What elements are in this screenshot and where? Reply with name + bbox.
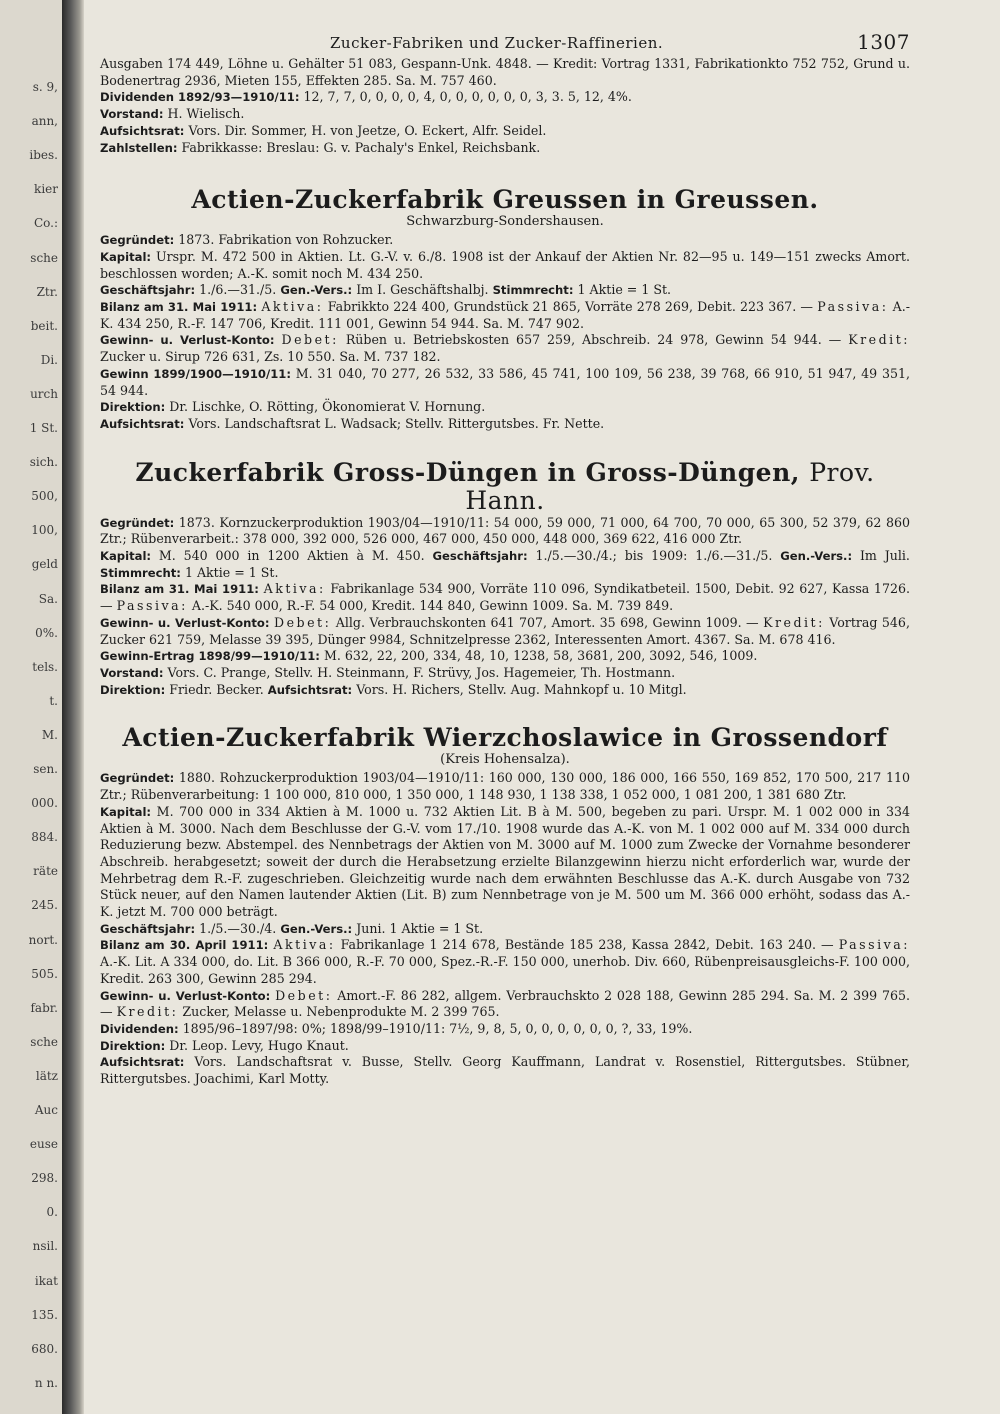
facing-page-fragment: 245.	[31, 898, 58, 912]
gross-duengen-bilanz: Bilanz am 31. Mai 1911: Aktiva: Fabrikanlage 534 900, Vorräte 110 096, Syndikatbeteil. 1500, Debit. 92 627, Kassa 1726. — Passiva: A.-K. 540 000, R.-F. 54 000, Kredit. 144 840, Gewinn 1009. Sa. M. 739 849.	[100, 581, 910, 614]
facing-page-fragment: ibes.	[29, 148, 58, 162]
book-page	[100, 30, 910, 1390]
facing-page-fragment: Di.	[40, 353, 58, 367]
facing-page-fragment: sich.	[29, 455, 58, 469]
gross-duengen-vorstand: Vorstand: Vors. C. Prange, Stellv. H. Steinmann, F. Strüvy, Jos. Hagemeier, Th. Hostmann.	[100, 664, 676, 680]
facing-page-fragment: 100,	[31, 523, 58, 537]
wierzchoslawice-direktion: Direktion: Dr. Leop. Levy, Hugo Knaut.	[100, 1037, 349, 1053]
facing-page-fragment: 500,	[31, 489, 58, 503]
wierzchoslawice-kapital: Kapital: M. 700 000 in 334 Aktien à M. 1000 u. 732 Aktien Lit. B à M. 500, begeben zu pari. Urspr. M. 1 002 000 in 334 Aktien à M. 3000. Nach dem Beschlusse der G.-V. vom 17./10. 1908 wurde das A.-K. von M. 1 002 000 auf M. 334 000 durch Reduzierung bezw. Abstempel. des Nennbetrags der Aktien von M. 3000 auf M. 1000 zum Zwecke der Vornahme besonderer Abschreib. herabgesetzt; soweit der durch die Herabsetzung erzielte Bilanzgewinn hierzu nicht erforderlich war, wurde der Mehrbetrag dem R.-F. zugeschrieben. Gleichzeitig wurde nach dem erwähnten Beschlusse das A.-K. durch Ausgabe von 732 Stück neuer, auf den Namen lautender Aktien (Lit. B) zum Nennbetrage von je M. 500 um M. 366 000 erhöht, sodass das A.-K. jetzt M. 700 000 beträgt.	[100, 803, 910, 920]
facing-page-fragment: s. 9,	[32, 80, 58, 94]
wierzchoslawice-guv: Gewinn- u. Verlust-Konto: Debet: Amort.-F. 86 282, allgem. Verbrauchskto 2 028 188, Gewinn 285 294. Sa. M. 2 399 765. — Kredit: Zucker, Melasse u. Nebenprodukte M. 2 399 765.	[100, 987, 910, 1020]
facing-page-fragment: 0%.	[35, 626, 58, 640]
facing-page-fragment: 0.	[46, 1205, 58, 1219]
gross-duengen-guv: Gewinn- u. Verlust-Konto: Debet: Allg. Verbrauchskonten 641 707, Amort. 35 698, Gewinn 1009. — Kredit: Vortrag 546, Zucker 621 759, Melasse 39 395, Dünger 9984, Schnitzelpresse 2362, Interessenten Amort. 4367. Sa. M. 678 416.	[100, 614, 910, 647]
running-head-title: Zucker-Fabriken und Zucker-Raffinerien.	[330, 34, 664, 52]
facing-page-fragment: sche	[30, 1035, 58, 1049]
entry-subtitle-wierzchoslawice: (Kreis Hohensalza).	[440, 752, 570, 768]
facing-page-fragment: räte	[33, 864, 58, 878]
gross-duengen-direktion: Direktion: Friedr. Becker. Aufsichtsrat: Vors. H. Richers, Stellv. Aug. Mahnkopf u. 10 Mitgl.	[100, 681, 687, 697]
facing-page-fragment: 884.	[31, 830, 58, 844]
facing-page-fragment: 000.	[31, 796, 58, 810]
gross-duengen-gegruendet: Gegründet: 1873. Kornzuckerproduktion 1903/04—1910/11: 54 000, 59 000, 71 000, 64 700, 70 000, 65 300, 52 379, 62 860 Ztr.; Rübenverarbeit.: 378 000, 392 000, 526 000, 467 000, 450 000, 448 000, 369 622, 416 000 Ztr.	[100, 514, 910, 547]
greussen-gewinn: Gewinn 1899/1900—1910/11: M. 31 040, 70 277, 26 532, 33 586, 45 741, 100 109, 56 238, 39 768, 66 910, 51 947, 49 351, 54 944.	[100, 365, 910, 398]
preceding-dividends: Dividenden 1892/93—1910/11: 12, 7, 7, 0, 0, 0, 0, 4, 0, 0, 0, 0, 0, 0, 3, 3. 5, 12, 4%.	[100, 89, 632, 105]
greussen-gegruendet: Gegründet: 1873. Fabrikation von Rohzucker.	[100, 232, 394, 248]
facing-page-fragment: n n.	[34, 1376, 58, 1390]
facing-page-fragment: ikat	[34, 1274, 58, 1288]
facing-page-fragment: ann,	[31, 114, 58, 128]
wierzchoslawice-bilanz: Bilanz am 30. April 1911: Aktiva: Fabrikanlage 1 214 678, Bestände 185 238, Kassa 2842, Debit. 163 240. — Passiva: A.-K. Lit. A 334 000, do. Lit. B 366 000, R.-F. 70 000, Spez.-R.-F. 150 000, unerhob. Div. 660, Rübenpreisausgleichs-F. 100 000, Kredit. 263 300, Gewinn 285 294.	[100, 937, 910, 986]
facing-page-fragment: urch	[30, 387, 58, 401]
preceding-aufsichtsrat: Aufsichtsrat: Vors. Dir. Sommer, H. von Jeetze, O. Eckert, Alfr. Seidel.	[100, 122, 547, 138]
entry-title-gross-duengen: Zuckerfabrik Gross-Düngen in Gross-Düngen, Prov. Hann.	[135, 457, 875, 515]
facing-page-fragment: 298.	[31, 1171, 58, 1185]
facing-page-fragment: geld	[31, 557, 58, 571]
entry-title-wierzchoslawice: Actien-Zuckerfabrik Wierzchoslawice in Grossendorf	[122, 723, 888, 753]
facing-page-fragment: Ztr.	[36, 285, 58, 299]
facing-page-fragment: 1 St.	[29, 421, 58, 435]
gross-duengen-kapital: Kapital: M. 540 000 in 1200 Aktien à M. 450. Geschäftsjahr: 1./5.—30./4.; bis 1909: 1./6.—31./5. Gen.-Vers.: Im Juli. Stimmrecht: 1 Aktie = 1 St.	[100, 548, 910, 580]
facing-page-fragment: Auc	[34, 1103, 58, 1117]
facing-page-fragment: 505.	[31, 967, 58, 981]
greussen-aufsichtsrat: Aufsichtsrat: Vors. Landschaftsrat L. Wadsack; Stellv. Rittergutsbes. Fr. Nette.	[100, 415, 605, 431]
page-number: 1307	[857, 30, 910, 54]
preceding-vorstand: Vorstand: H. Wielisch.	[100, 106, 245, 122]
preceding-accounts: Ausgaben 174 449, Löhne u. Gehälter 51 083, Gespann-Unk. 4848. — Kredit: Vortrag 1331, Fabrikationkto 752 752, Grund u. Bodenertrag 2936, Mieten 155, Effekten 285. Sa. M. 757 460.	[100, 56, 910, 88]
facing-page-fragment: sche	[30, 251, 58, 265]
greussen-guv: Gewinn- u. Verlust-Konto: Debet: Rüben u. Betriebskosten 657 259, Abschreib. 24 978, Gewinn 54 944. — Kredit: Zucker u. Sirup 726 631, Zs. 10 550. Sa. M. 737 182.	[100, 332, 910, 365]
gross-duengen-gewinn: Gewinn-Ertrag 1898/99—1910/11: M. 632, 22, 200, 334, 48, 10, 1238, 58, 3681, 200, 3092, 546, 1009.	[100, 648, 758, 664]
entry-title-greussen: Actien-Zuckerfabrik Greussen in Greussen.	[191, 185, 819, 215]
entry-preceding-tail	[100, 56, 910, 156]
greussen-direktion: Direktion: Dr. Lischke, O. Rötting, Ökonomierat V. Hornung.	[100, 399, 486, 415]
facing-page-fragment: fabr.	[30, 1001, 58, 1015]
greussen-bilanz: Bilanz am 31. Mai 1911: Aktiva: Fabrikkto 224 400, Grundstück 21 865, Vorräte 278 269, Debit. 223 367. — Passiva: A.-K. 434 250, R.-F. 147 706, Kredit. 111 001, Gewinn 54 944. Sa. M. 747 902.	[100, 299, 911, 331]
facing-page-margin	[0, 0, 62, 1414]
facing-page-fragment: t.	[49, 694, 58, 708]
facing-page-fragment: lätz	[35, 1069, 58, 1083]
facing-page-fragment: 680.	[31, 1342, 58, 1356]
facing-page-fragment: kier	[34, 182, 58, 196]
wierzchoslawice-geschaeftsjahr: Geschäftsjahr: 1./5.—30./4. Gen.-Vers.: Juni. 1 Aktie = 1 St.	[100, 920, 484, 936]
facing-page-fragment: M.	[41, 728, 58, 742]
entry-greussen	[100, 186, 910, 432]
running-head	[100, 30, 910, 56]
facing-page-fragment: nort.	[28, 933, 58, 947]
facing-page-fragment: 135.	[31, 1308, 58, 1322]
wierzchoslawice-gegruendet: Gegründet: 1880. Rohzuckerproduktion 1903/04—1910/11: 160 000, 130 000, 186 000, 166 550, 169 852, 170 500, 217 110 Ztr.; Rübenverarbeitung: 1 100 000, 810 000, 1 350 000, 1 148 930, 1 138 338, 1 052 000, 1 081 200, 1 381 680 Ztr.	[100, 770, 910, 803]
preceding-zahlstellen: Zahlstellen: Fabrikkasse: Breslau: G. v. Pachaly's Enkel, Reichsbank.	[100, 139, 541, 155]
entry-wierzchoslawice	[100, 724, 910, 1087]
facing-page-fragment: Co.:	[33, 216, 58, 230]
greussen-geschaeftsjahr: Geschäftsjahr: 1./6.—31./5. Gen.-Vers.: Im I. Geschäftshalbj. Stimmrecht: 1 Aktie = 1 St.	[100, 282, 672, 298]
facing-page-fragment: nsil.	[32, 1239, 58, 1253]
greussen-kapital: Kapital: Urspr. M. 472 500 in Aktien. Lt. G.-V. v. 6./8. 1908 ist der Ankauf der Aktien Nr. 82—95 u. 149—151 zwecks Amort. beschlossen worden; A.-K. somit noch M. 434 250.	[100, 248, 910, 281]
facing-page-fragment: sen.	[33, 762, 58, 776]
entry-subtitle-greussen: Schwarzburg-Sondershausen.	[406, 214, 604, 230]
facing-page-fragment: euse	[29, 1137, 58, 1151]
facing-page-fragment: Sa.	[38, 592, 58, 606]
facing-page-fragment: beit.	[30, 319, 58, 333]
entry-gross-duengen	[100, 459, 910, 699]
book-gutter	[62, 0, 84, 1414]
wierzchoslawice-aufsichtsrat: Aufsichtsrat: Vors. Landschaftsrat v. Busse, Stellv. Georg Kauffmann, Landrat v. Rosenstiel, Rittergutsbes. Stübner, Rittergutsbes. Joachimi, Karl Motty.	[100, 1054, 910, 1087]
facing-page-fragment: tels.	[32, 660, 58, 674]
wierzchoslawice-dividenden: Dividenden: 1895/96–1897/98: 0%; 1898/99–1910/11: 7½, 9, 8, 5, 0, 0, 0, 0, 0, 0, ?, 33, 19%.	[100, 1020, 693, 1036]
